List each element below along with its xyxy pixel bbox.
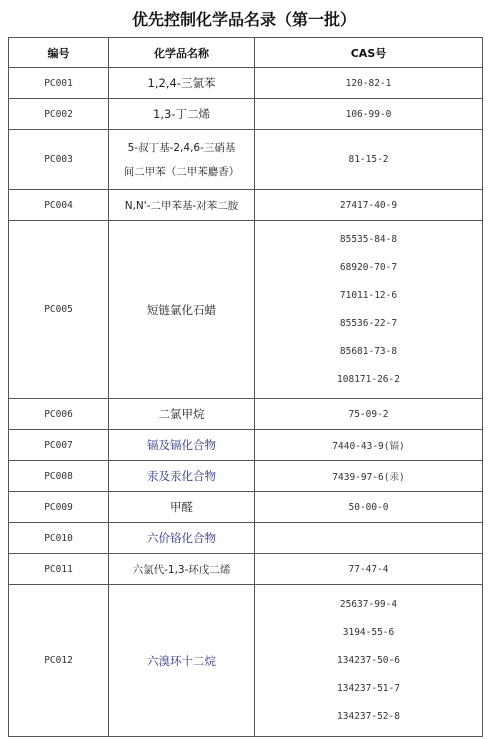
table-row — [9, 461, 483, 492]
cas-number: 81-15-2 — [255, 130, 483, 190]
chemical-code: PC005 — [9, 221, 109, 399]
table-row — [9, 492, 483, 523]
chemical-name: 六氯代-1,3-环戊二烯 — [109, 554, 255, 585]
chemical-name: N,N'-二甲苯基-对苯二胺 — [109, 190, 255, 221]
table-header-row — [9, 38, 483, 68]
table-row — [9, 130, 483, 190]
cas-number-list — [255, 585, 483, 737]
table-row — [9, 221, 483, 399]
page-title: 优先控制化学品名录（第一批） — [131, 10, 356, 29]
table-row — [9, 399, 483, 430]
chemical-code: PC003 — [9, 130, 109, 190]
cas-number: 7440-43-9(镉) — [255, 430, 483, 461]
cas-number: 120-82-1 — [255, 68, 483, 99]
cas-number: 50-00-0 — [255, 492, 483, 523]
cas-number: 134237-50-6 — [337, 654, 400, 666]
chemical-name — [109, 130, 255, 190]
cas-number: 85535-84-8 — [339, 233, 398, 245]
chemical-list-table — [8, 37, 483, 737]
cas-number: 85681-73-8 — [339, 345, 398, 357]
cas-number: 108171-26-2 — [337, 373, 400, 385]
chemical-name-line: 间二甲苯（二甲苯麝香） — [123, 165, 240, 178]
chemical-name: 二氯甲烷 — [109, 399, 255, 430]
cas-number: 7439-97-6(汞) — [255, 461, 483, 492]
cas-number: 134237-51-7 — [337, 682, 400, 694]
cas-number: 85536-22-7 — [339, 317, 398, 329]
table-row — [9, 99, 483, 130]
chemical-name: 六溴环十二烷 — [109, 585, 255, 737]
chemical-name: 汞及汞化合物 — [109, 461, 255, 492]
cas-number: 68920-70-7 — [339, 261, 398, 273]
cas-number: 77-47-4 — [255, 554, 483, 585]
chemical-code: PC009 — [9, 492, 109, 523]
chemical-code: PC001 — [9, 68, 109, 99]
chemical-name: 六价铬化合物 — [109, 523, 255, 554]
chemical-name: 甲醛 — [109, 492, 255, 523]
chemical-code: PC008 — [9, 461, 109, 492]
chemical-code: PC004 — [9, 190, 109, 221]
chemical-code: PC011 — [9, 554, 109, 585]
chemical-name: 镉及镉化合物 — [109, 430, 255, 461]
chemical-name-line: 5-叔丁基-2,4,6-三硝基 — [127, 141, 236, 154]
chemical-code: PC006 — [9, 399, 109, 430]
table-row — [9, 523, 483, 554]
header-code: 编号 — [9, 38, 109, 68]
chemical-code: PC007 — [9, 430, 109, 461]
header-name: 化学品名称 — [109, 38, 255, 68]
cas-number: 75-09-2 — [255, 399, 483, 430]
cas-number: 3194-55-6 — [342, 626, 395, 638]
table-row — [9, 190, 483, 221]
cas-number: 25637-99-4 — [339, 598, 398, 610]
table-row — [9, 68, 483, 99]
cas-number: 106-99-0 — [255, 99, 483, 130]
chemical-code: PC002 — [9, 99, 109, 130]
table-row — [9, 554, 483, 585]
chemical-name: 短链氯化石蜡 — [109, 221, 255, 399]
header-cas: CAS号 — [255, 38, 483, 68]
table-row — [9, 585, 483, 737]
cas-number: 134237-52-8 — [337, 710, 400, 722]
chemical-name: 1,2,4-三氯苯 — [109, 68, 255, 99]
cas-number: 71011-12-6 — [339, 289, 398, 301]
cas-number-list — [255, 221, 483, 399]
chemical-name: 1,3-丁二烯 — [109, 99, 255, 130]
cas-number — [255, 523, 483, 554]
chemical-code: PC012 — [9, 585, 109, 737]
table-row — [9, 430, 483, 461]
cas-number: 27417-40-9 — [255, 190, 483, 221]
chemical-code: PC010 — [9, 523, 109, 554]
